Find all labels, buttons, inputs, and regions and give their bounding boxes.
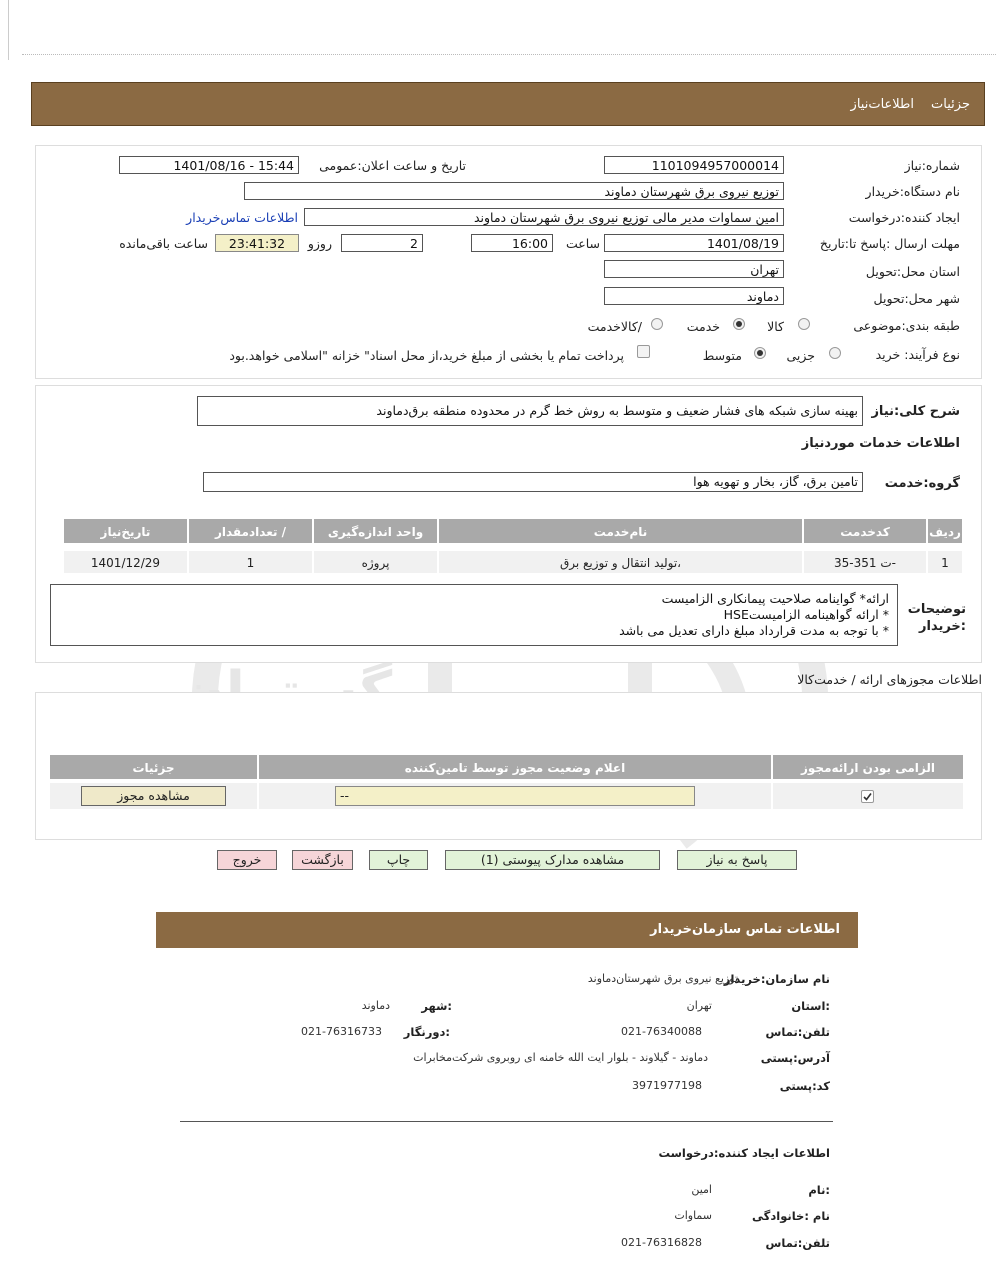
buyer-note-line: ارائه* گواینامه صلاحیت پیمانکاری الزامیست	[661, 591, 889, 606]
category-service-label: خدمت	[686, 319, 720, 334]
col-quantity: / تعدادمقدار	[188, 518, 313, 544]
permit-required-cell	[772, 782, 964, 810]
permits-title: اطلاعات مجوزهای ارائه / خدمت‌کالا	[797, 672, 982, 687]
col-permit-details: جزئیات	[49, 754, 258, 780]
service-group-field: تامین برق، گاز، بخار و تهویه هوا	[203, 472, 863, 492]
table-cell: ،تولید انتقال و توزیع برق	[438, 550, 803, 574]
phone-value: 021-76340088	[621, 1025, 702, 1038]
category-label: طبقه بندی:موضوعی	[853, 318, 960, 333]
category-service-radio[interactable]	[733, 318, 745, 330]
postal-code-value: 3971977198	[632, 1079, 702, 1092]
contact-section-title: اطلاعات تماس سازمان‌خریدار	[650, 922, 840, 937]
col-permit-required: الزامی بودن ارائه‌مجوز	[772, 754, 964, 780]
buyer-org-label: نام دستگاه:خریدار	[865, 184, 960, 199]
creator-name-label: :نام	[808, 1183, 830, 1197]
back-button[interactable]: بازگشت	[292, 850, 353, 870]
need-info-panel	[35, 145, 982, 379]
province-contact-value: تهران	[686, 999, 712, 1012]
creator-phone-label: تلفن:تماس	[765, 1236, 830, 1250]
buyer-notes-box	[50, 584, 898, 646]
org-name-value: توزیع نیروی برق شهرستان‌دماوند	[587, 972, 738, 985]
exit-button[interactable]: خروج	[217, 850, 277, 870]
buyer-note-line: * ارائه گواهینامه الزامیستHSE	[723, 607, 889, 622]
creator-family-value: سماوات	[674, 1209, 712, 1222]
col-permit-status: اعلام وضعیت مجوز توسط تامین‌کننده	[258, 754, 772, 780]
address-value: دماوند - گیلاوند - بلوار ایت الله خامنه ای روبروی شرکت‌مخابرات	[413, 1051, 708, 1064]
province-label: استان محل:تحویل	[865, 264, 960, 279]
need-number-field: 1101094957000014	[604, 156, 784, 174]
city-contact-value: دماوند	[361, 999, 390, 1012]
permit-status-cell	[258, 782, 772, 810]
table-cell: 1401/12/29	[63, 550, 188, 574]
table-cell: ت 351-35-	[803, 550, 927, 574]
description-field: بهینه سازی شبکه های فشار ضعیف و متوسط به روش خط گرم در محدوده منطقه برق‌دماوند	[197, 396, 863, 426]
buyer-note-line: * با توجه به مدت قرارداد مبلغ دارای تعدیل می باشد	[619, 623, 889, 638]
contact-section-header	[156, 912, 858, 948]
col-row-number: ردیف	[927, 518, 963, 544]
province-contact-label: :استان	[791, 999, 830, 1013]
description-label: شرح کلی:نیاز	[871, 404, 960, 419]
tab-need-info[interactable]: اطلاعات‌نیاز	[850, 97, 914, 112]
table-cell: 1	[927, 550, 963, 574]
phone-label: تلفن:تماس	[765, 1025, 830, 1039]
permit-details-cell	[49, 782, 258, 810]
deadline-label: مهلت ارسال :پاسخ تا:تاریخ	[819, 236, 960, 251]
buyer-org-field: توزیع نیروی برق شهرستان دماوند	[244, 182, 784, 200]
table-cell: 1	[188, 550, 313, 574]
section-divider	[180, 1121, 833, 1122]
creator-label: ایجاد کننده:درخواست	[848, 210, 960, 225]
category-goods-service-label: /کالاخدمت	[587, 319, 642, 334]
print-button[interactable]: چاپ	[369, 850, 428, 870]
days-field: 2	[341, 234, 423, 252]
category-goods-service-radio[interactable]	[651, 318, 663, 330]
attachments-button[interactable]: مشاهده مدارک پیوستی (1)	[445, 850, 660, 870]
need-number-label: شماره:نیاز	[904, 158, 960, 173]
buyer-contact-link[interactable]: اطلاعات تماس‌خریدار	[186, 210, 298, 225]
checkmark-icon	[862, 791, 873, 802]
creator-section-title: اطلاعات ایجاد کننده:درخواست	[658, 1146, 830, 1160]
creator-family-label: نام :خانوادگی	[752, 1209, 830, 1223]
city-contact-label: :شهر	[421, 999, 452, 1013]
buyer-notes-label: توضیحات :خریدار	[907, 602, 966, 634]
creator-name-value: امین	[691, 1183, 712, 1196]
remaining-timer: 23:41:32	[215, 234, 299, 252]
top-dotted-line	[22, 54, 996, 55]
announce-field: 1401/08/16 - 15:44	[119, 156, 299, 174]
category-goods-radio[interactable]	[798, 318, 810, 330]
permit-status-field: --	[335, 786, 695, 806]
remaining-label: ساعت باقی‌مانده	[119, 236, 208, 251]
permit-required-checkbox[interactable]	[861, 790, 874, 803]
service-group-label: گروه:خدمت	[884, 476, 960, 491]
announce-label: تاریخ و ساعت اعلان:عمومی	[319, 158, 466, 173]
address-label: آدرس:پستی	[760, 1051, 830, 1065]
table-cell: پروژه	[313, 550, 438, 574]
treasury-payment-checkbox[interactable]	[637, 345, 650, 358]
creator-field: امین سماوات مدیر مالی توزیع نیروی برق شهرستان دماوند	[304, 208, 784, 226]
postal-code-label: کد:پستی	[779, 1079, 830, 1093]
process-label: نوع فرآیند: خرید	[875, 347, 960, 362]
process-partial-radio[interactable]	[829, 347, 841, 359]
process-medium-label: متوسط	[702, 348, 742, 363]
deadline-date-field: 1401/08/19	[604, 234, 784, 252]
process-medium-radio[interactable]	[754, 347, 766, 359]
reply-button[interactable]: پاسخ به نیاز	[677, 850, 797, 870]
process-partial-label: جزیی	[786, 348, 815, 363]
col-need-date: تاریخ‌نیاز	[63, 518, 188, 544]
org-name-label: نام سازمان:خریدار	[723, 972, 830, 986]
view-permit-button[interactable]: مشاهده مجوز	[81, 786, 226, 806]
services-title: اطلاعات خدمات موردنیاز	[801, 436, 960, 451]
city-field: دماوند	[604, 287, 784, 305]
treasury-payment-note: پرداخت تمام یا بخشی از مبلغ خرید،از محل اسناد" خزانه "اسلامی خواهد.بود	[229, 348, 624, 363]
col-service-code: کدخدمت	[803, 518, 927, 544]
creator-phone-value: 021-76316828	[621, 1236, 702, 1249]
header-bar	[31, 82, 985, 126]
fax-value: 021-76316733	[301, 1025, 382, 1038]
col-service-name: نام‌خدمت	[438, 518, 803, 544]
left-border-line	[8, 0, 9, 60]
deadline-time-field: 16:00	[471, 234, 553, 252]
category-goods-label: کالا	[767, 319, 784, 334]
fax-label: :دورنگار	[403, 1025, 450, 1039]
time-label: ساعت	[565, 236, 600, 251]
city-label: شهر محل:تحویل	[873, 291, 960, 306]
tab-details[interactable]: جزئیات	[931, 97, 970, 112]
col-unit: واحد اندازه‌گیری	[313, 518, 438, 544]
province-field: تهران	[604, 260, 784, 278]
days-label: روزو	[307, 236, 332, 251]
